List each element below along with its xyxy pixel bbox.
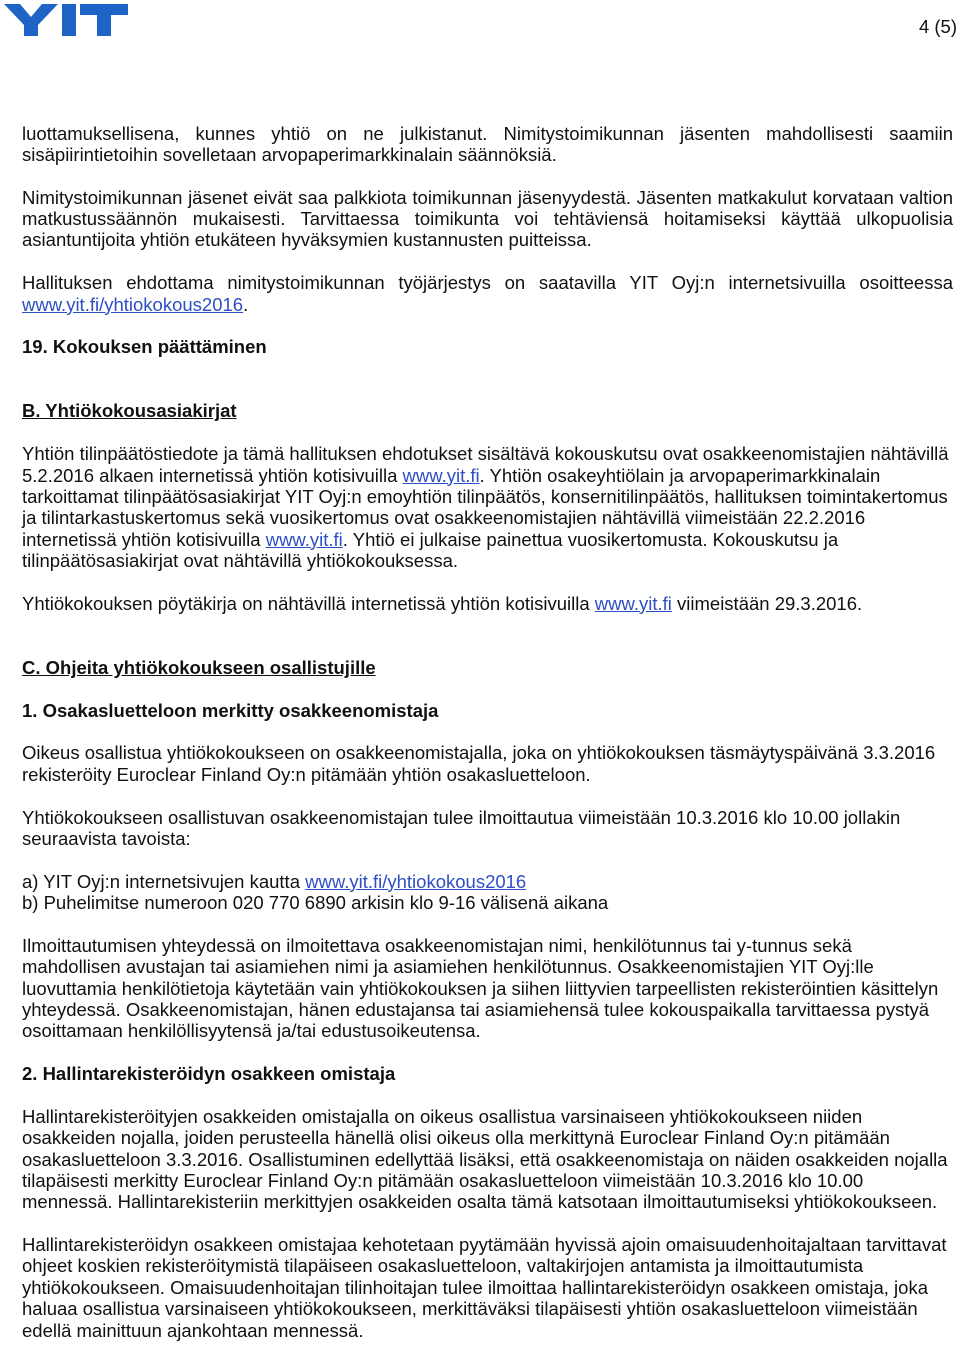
text-line: tilinpäätösasiakirjat ovat nähtävillä yhtiökokouksessa.	[22, 550, 459, 571]
text-line: osoittamaan henkilöllisyytensä ja/tai edustusoikeutensa.	[22, 1020, 481, 1042]
text-line: osakkeiden nojalla, joiden perusteella hänellä olisi oikeus olla merkittynä Euroclear Finland Oy:n pitämään	[22, 1127, 890, 1149]
text-line: Ilmoittautumisen yhteydessä on ilmoitettava osakkeenomistajan nimi, henkilötunnus tai y-tunnus sekä	[22, 934, 852, 956]
text-line: Yhtiökokoukseen osallistuvan osakkeenomistajan tulee ilmoittautua viimeistään 10.3.2016 klo 10.00 jollakin	[22, 806, 901, 828]
text-line: mahdollisen avustajan tai asiamiehen nimi ja asiamiehen henkilötunnus. Osakkeenomistajien YIT Oyj:lle	[22, 956, 874, 978]
text-line: luottamuksellisena, kunnes yhtiö on ne julkistanut. Nimitystoimikunnan jäsenten mahdollisesti saamiin	[22, 122, 953, 144]
text-line: tilapäisesti merkitty Euroclear Finland Oy:n pitämään osakasluetteloon viimeistään 10.3.2016 klo 10.00	[22, 1169, 864, 1191]
heading-text: B. Yhtiökokousasiakirjat	[22, 400, 237, 422]
section-heading-documents	[22, 400, 953, 421]
text-line: osakasluetteloon 3.3.2016. Osallistuminen edellyttää lisäksi, että osakkeenomistaja on näiden osakkeiden nojalla	[22, 1148, 948, 1170]
text-line: matkustussäännön mukaisesti. Tarvittaessa toimikunta voi tehtäviensä hoitamiseksi käyttää ulkopuolisia	[22, 208, 953, 229]
text-line: Hallintarekisteröidyn osakkeen omistajaa kehotetaan pyytämään hyvissä ajoin omaisuudenhoitajaltaan tarvittavat	[22, 1234, 947, 1255]
paragraph-registration	[22, 807, 953, 850]
text-segment: .	[243, 293, 249, 315]
text-line	[22, 294, 953, 315]
text-line: sisäpiirintietoihin sovelletaan arvopaperimarkkinalain säännöksiä.	[22, 143, 557, 165]
text-line	[22, 529, 953, 550]
text-line: ohjeet koskien rekisteröitymistä tilapäiseen osakasluetteloon, valtakirjojen antamista ja ilmoittautumista	[22, 1255, 864, 1277]
yit-logo-letter-i	[62, 4, 76, 36]
text-line: edellä mainittuun ajankohtaan mennessä.	[22, 1319, 364, 1341]
agm-page-link[interactable]: www.yit.fi/yhtiokokous2016	[22, 293, 244, 315]
paragraph-confidentiality	[22, 123, 953, 166]
text-line: rekisteröity Euroclear Finland Oy:n pitämään yhtiön osakasluetteloon.	[22, 763, 591, 785]
paragraph-charter	[22, 272, 953, 315]
text-line: ja tilintarkastuskertomus sekä vuosikertomus ovat osakkeenomistajien nähtävillä viimeistään 22.2.2016	[22, 507, 866, 529]
text-segment: . Yhtiön osakeyhtiölain ja arvopaperimarkkinalain	[479, 464, 881, 486]
yit-website-link[interactable]: www.yit.fi	[265, 528, 343, 550]
text-segment: Yhtiökokouksen pöytäkirja on nähtävillä internetissä yhtiön kotisivuilla	[22, 592, 595, 614]
text-line: Hallituksen ehdottama nimitystoimikunnan työjärjestys on saatavilla YIT Oyj:n internetsivuilla osoitteessa	[22, 272, 953, 294]
section-heading-closing: 19. Kokouksen päättäminen	[22, 336, 267, 358]
yit-logo-letter-t	[80, 4, 128, 36]
yit-logo	[0, 0, 130, 38]
yit-website-link[interactable]: www.yit.fi	[594, 592, 672, 614]
text-segment: a) YIT Oyj:n internetsivujen kautta	[22, 870, 306, 892]
text-line: Nimitystoimikunnan jäsenet eivät saa palkkiota toimikunnan jäsenyydestä. Jäsenten matkakulut korvataan valtion	[22, 186, 953, 208]
text-segment: viimeistään 29.3.2016.	[671, 592, 863, 614]
paragraph-personal-data	[22, 935, 953, 1042]
text-line: yhtiökokoukseen. Omaisuudenhoitajan tilinhoitajan tulee ilmoittaa hallintarekisteröidyn osakkeen omistaja, joka	[22, 1276, 928, 1298]
text-line: Yhtiön tilinpäätöstiedote ja tämä hallituksen ehdotukset sisältävä kokouskutsu ovat osakkeenomistajien nähtävillä	[22, 443, 949, 465]
text-segment: . Yhtiö ei julkaise painettua vuosikertomusta. Kokouskutsu ja	[342, 528, 839, 550]
text-segment: internetissä yhtiön kotisivuilla	[22, 528, 266, 550]
text-line: asiantuntijoita yhtiön etukäteen hyväksymien kustannusten puitteissa.	[22, 229, 592, 251]
text-line: yhteydessä. Osakkeenomistajan, hänen edustajansa tai asiamiehensä tulee kokouspaikalla tarvittaessa pystyä	[22, 998, 930, 1020]
text-line: luovuttamia henkilötietoja käytetään vain yhtiökokouksen ja siihen liittyvien tarpeellisten rekisteröintien käsittelyn	[22, 977, 939, 999]
yit-logo-letter-y	[4, 4, 58, 36]
subsection-heading-nominee: 2. Hallintarekisteröidyn osakkeen omistaja	[22, 1063, 396, 1084]
text-line: tarkoittamat tilinpäätösasiakirjat YIT Oyj:n emoyhtiön tilinpäätös, konsernitilinpäätös, hallituksen toimintakertomus	[22, 485, 948, 507]
registration-methods-list	[22, 871, 953, 914]
text-line: mennessä. Hallintarekisteriin merkittyjen osakkeiden osalta tämä katsotaan ilmoittautumiseksi yhtiökokoukseen.	[22, 1191, 938, 1213]
paragraph-right-to-attend	[22, 742, 953, 785]
text-line: seuraavista tavoista:	[22, 827, 191, 849]
heading-text: C. Ohjeita yhtiökokoukseen osallistujille	[22, 656, 376, 678]
agm-page-link[interactable]: www.yit.fi/yhtiokokous2016	[305, 870, 527, 892]
text-line: Hallintarekisteröityjen osakkeiden omistajalla on oikeus osallistua varsinaiseen yhtiökokoukseen niiden	[22, 1105, 863, 1127]
paragraph-documents-availability	[22, 443, 953, 571]
yit-website-link[interactable]: www.yit.fi	[402, 464, 480, 486]
text-line	[22, 465, 953, 486]
paragraph-nominee-right	[22, 1106, 953, 1213]
page-number: 4 (5)	[918, 16, 957, 37]
paragraph-minutes	[22, 593, 953, 614]
list-item	[22, 871, 953, 892]
paragraph-fees	[22, 187, 953, 251]
text-line: Oikeus osallistua yhtiökokoukseen on osakkeenomistajalla, joka on yhtiökokouksen täsmäytyspäivänä 3.3.2016	[22, 742, 936, 764]
subsection-heading-registered: 1. Osakasluetteloon merkitty osakkeenomistaja	[22, 699, 439, 721]
text-segment: 5.2.2016 alkaen internetissä yhtiön kotisivuilla	[22, 464, 403, 486]
document-body	[22, 123, 953, 1341]
list-item: b) Puhelimitse numeroon 020 770 6890 arkisin klo 9-16 välisenä aikana	[22, 892, 609, 913]
paragraph-nominee-advice	[22, 1234, 953, 1341]
section-heading-instructions	[22, 657, 953, 678]
text-line: haluaa osallistua varsinaiseen yhtiökokoukseen, merkittäväksi tilapäisesti yhtiön osakasluetteloon viimeistään	[22, 1298, 918, 1320]
